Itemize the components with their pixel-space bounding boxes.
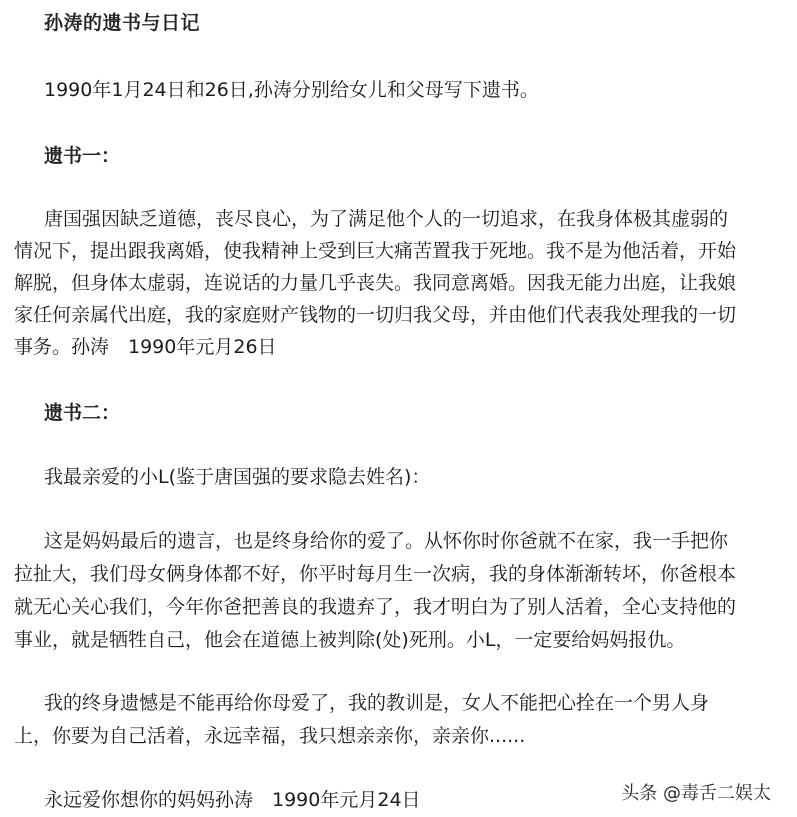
letter2-para1-line: 拉扯大，我们母女俩身体都不好，你平时每月生一次病，我的身体渐渐转坏，你爸根本 [14,563,737,585]
letter1-line: 情况下，提出跟我离婚，使我精神上受到巨大痛苦置我于死地。我不是为他活着，开始 [14,240,737,262]
letter2-para1-line: 事业，就是牺牲自己，他会在道德上被判除(处)死刑。小L，一定要给妈妈报仇。 [14,629,686,651]
letter2-para2-line: 我的终身遗憾是不能再给你母爱了，我的教训是，女人不能把心拴在一个男人身 [44,692,710,714]
letter1-line: 事务。孙涛 1990年元月26日 [14,336,277,358]
letter2-para2-line: 上，你要为自己活着，永远幸福，我只想亲亲你，亲亲你...... [14,725,526,747]
letter1-line: 家任何亲属代出庭，我的家庭财产钱物的一切归我父母，并由他们代表我处理我的一切 [14,304,737,326]
letter1-line: 解脱，但身体太虚弱，连说话的力量几乎丧失。我同意离婚。因我无能力出庭，让我娘 [14,272,737,294]
letter2-heading: 遗书二： [44,402,121,424]
letter2-para1-line: 这是妈妈最后的遗言，也是终身给你的爱了。从怀你时你爸就不在家，我一手把你 [44,530,729,552]
letter2-para1-line: 就无心关心我们，今年你爸把善良的我遗弃了，我才明白为了别人活着，全心支持他的 [14,596,737,618]
source-watermark: 头条 @毒舌二娱太 [615,777,777,807]
document-title: 孙涛的遗书与日记 [44,12,201,34]
letter2-salutation: 我最亲爱的小L(鉴于唐国强的要求隐去姓名)： [44,466,431,488]
letter2-signoff: 永远爱你想你的妈妈孙涛 1990年元月24日 [44,789,421,811]
letter1-heading: 遗书一： [44,145,121,167]
intro-text: 1990年1月24日和26日,孙涛分别给女儿和父母写下遗书。 [44,79,539,101]
letter1-line: 唐国强因缺乏道德，丧尽良心，为了满足他个人的一切追求，在我身体极其虚弱的 [44,208,729,230]
